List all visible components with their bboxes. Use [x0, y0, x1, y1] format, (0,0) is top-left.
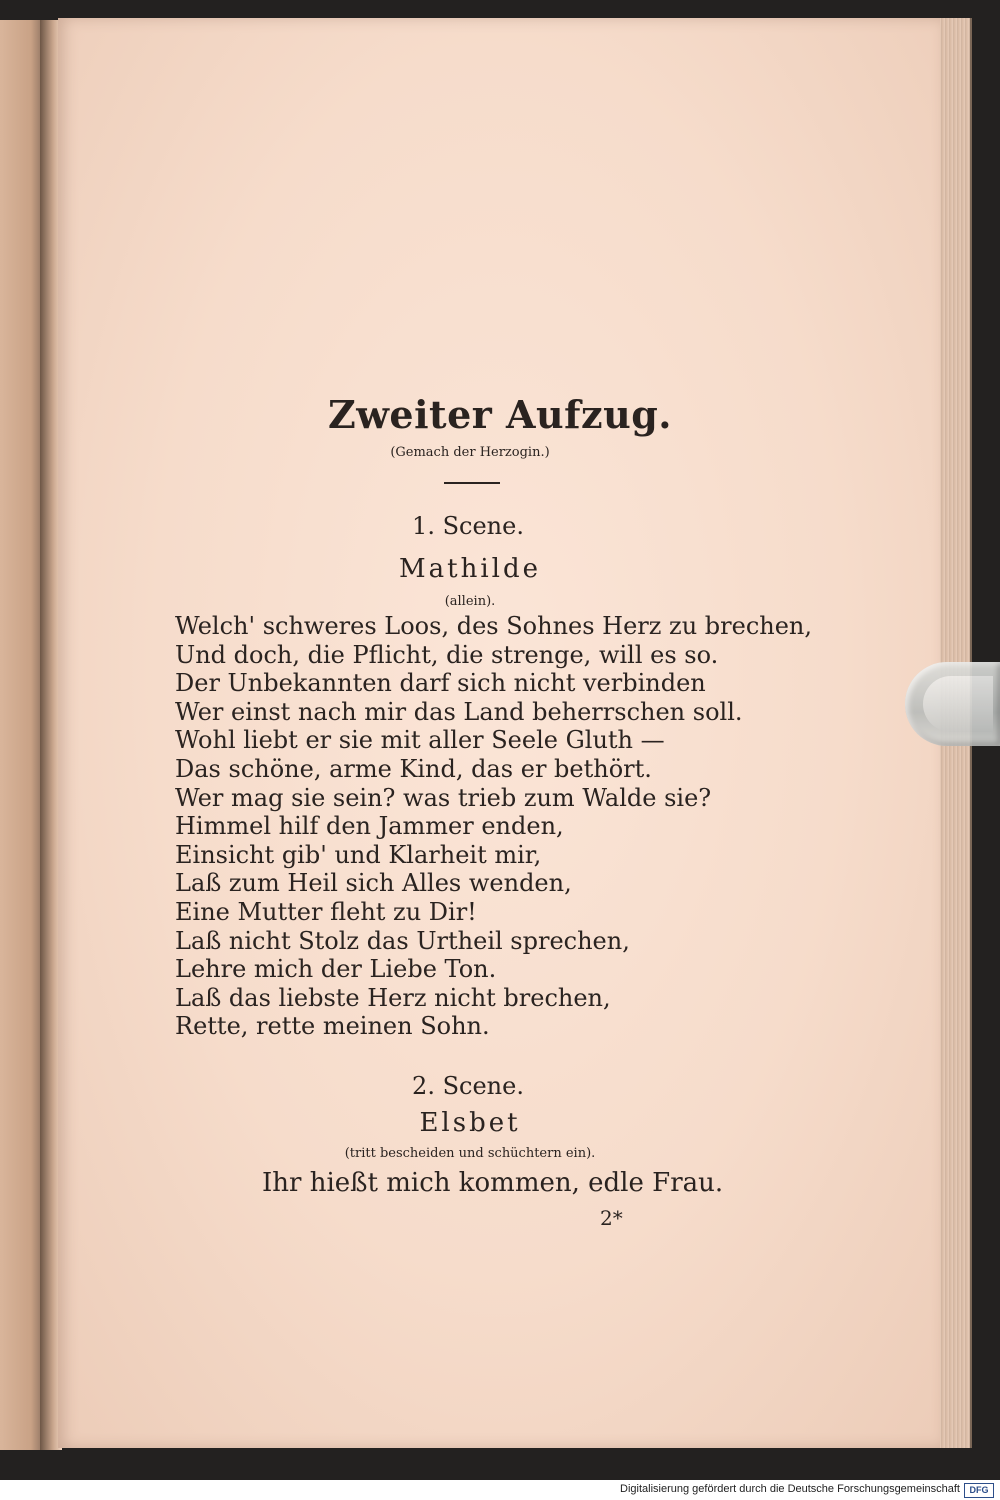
verse-line: Wer mag sie sein? was trieb zum Walde sie? [175, 783, 712, 812]
scene-1-direction: (allein). [444, 594, 496, 609]
dfg-logo-icon: DFG [964, 1483, 994, 1498]
verse-line: Rette, rette meinen Sohn. [175, 1012, 490, 1041]
scene-1-verse [175, 612, 812, 1041]
verse-line: Wer einst nach mir das Land beherrschen soll. [175, 697, 743, 726]
verse-line: Einsicht gib' und Klarheit mir, [175, 840, 542, 869]
verse-line: Laß das liebste Herz nicht brechen, [175, 983, 611, 1012]
verse-line: Und doch, die Pflicht, die strenge, will es so. [175, 640, 719, 669]
verse-line: Laß nicht Stolz das Urtheil sprechen, [175, 926, 630, 955]
act-title: Zweiter Aufzug. [327, 392, 672, 437]
verse-line: Wohl liebt er sie mit aller Seele Gluth — [175, 726, 665, 755]
verse-line: Eine Mutter fleht zu Dir! [175, 897, 477, 926]
verse-line: Himmel hilf den Jammer enden, [175, 812, 564, 841]
title-rule [444, 482, 500, 484]
footer-credit: Digitalisierung gefördert durch die Deutsche Forschungsgemeinschaft [620, 1483, 960, 1495]
scene-1-label: 1. Scene. [412, 512, 524, 540]
signature-mark: 2* [600, 1206, 623, 1230]
scene-2-label: 2. Scene. [412, 1072, 524, 1100]
verse-line: Lehre mich der Liebe Ton. [175, 955, 497, 984]
act-setting: (Gemach der Herzogin.) [390, 445, 550, 460]
verse-line: Laß zum Heil sich Alles wenden, [175, 869, 572, 898]
scene-2-speaker: Elsbet [419, 1108, 521, 1138]
verse-line: Das schöne, arme Kind, das er bethört. [175, 754, 652, 783]
scene-1-speaker: Mathilde [399, 554, 541, 584]
scene-2-line: Ihr hießt mich kommen, edle Frau. [262, 1168, 724, 1198]
verse-line: Welch' schweres Loos, des Sohnes Herz zu brechen, [175, 612, 813, 640]
verse-line: Der Unbekannten darf sich nicht verbinden [175, 669, 706, 698]
digitization-footer [0, 1480, 1000, 1500]
scene-2-direction: (tritt bescheiden und schüchtern ein). [344, 1146, 596, 1161]
